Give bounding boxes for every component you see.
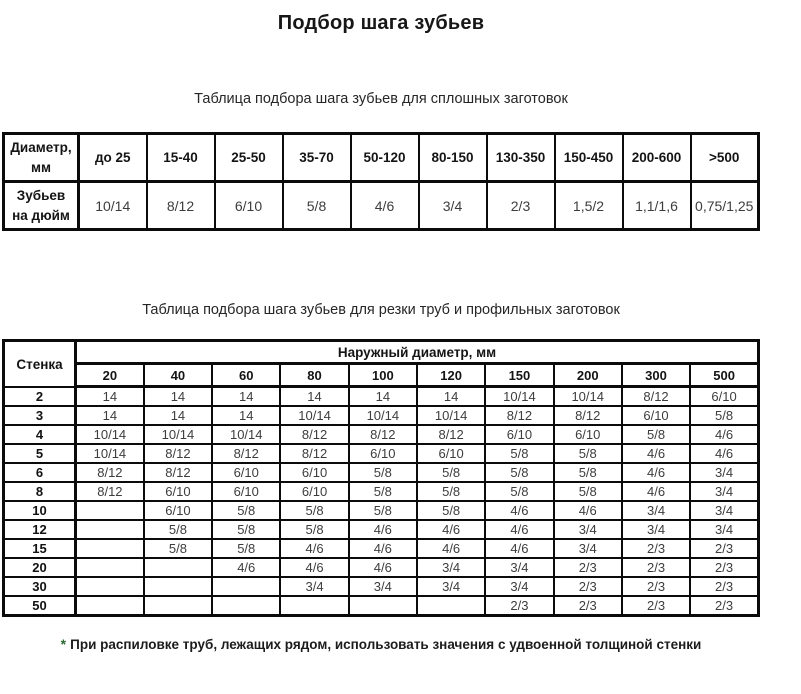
table-row — [4, 501, 759, 520]
pitch-value-cell: 5/8 — [283, 182, 351, 230]
wall-thickness-label: 20 — [4, 558, 76, 577]
pitch-value-cell: 3/4 — [417, 577, 485, 596]
diameter-column-header: 150 — [485, 364, 553, 387]
diameter-range-header: 50-120 — [351, 134, 419, 182]
diameter-column-header: 500 — [690, 364, 758, 387]
pitch-value-cell: 4/6 — [280, 558, 348, 577]
pitch-value-cell: 4/6 — [485, 501, 553, 520]
diameter-range-header: 130-350 — [487, 134, 555, 182]
pitch-value-cell: 0,75/1,25 — [691, 182, 759, 230]
pitch-value-cell: 3/4 — [690, 482, 758, 501]
diameter-range-header: 150-450 — [555, 134, 623, 182]
pitch-value-cell: 8/12 — [485, 406, 553, 425]
teeth-per-inch-label: Зубьев на дюйм — [4, 182, 79, 230]
pitch-value-cell: 2/3 — [622, 596, 690, 616]
pitch-value-cell: 5/8 — [212, 501, 280, 520]
pitch-value-cell — [349, 596, 417, 616]
pitch-value-cell: 2/3 — [554, 577, 622, 596]
pitch-value-cell: 4/6 — [349, 558, 417, 577]
pitch-value-cell: 6/10 — [212, 463, 280, 482]
pitch-value-cell: 5/8 — [280, 520, 348, 539]
pitch-value-cell — [212, 577, 280, 596]
wall-thickness-label: 4 — [4, 425, 76, 444]
diameter-column-header: 40 — [144, 364, 212, 387]
pitch-value-cell: 2/3 — [622, 558, 690, 577]
pitch-value-cell: 5/8 — [485, 463, 553, 482]
pitch-value-cell: 8/12 — [280, 444, 348, 463]
wall-header: Стенка — [4, 341, 76, 387]
pitch-value-cell: 4/6 — [622, 463, 690, 482]
pitch-value-cell: 8/12 — [280, 425, 348, 444]
pitch-value-cell: 6/10 — [280, 482, 348, 501]
pitch-value-cell: 6/10 — [554, 425, 622, 444]
table-row — [4, 577, 759, 596]
diameter-column-header: 60 — [212, 364, 280, 387]
table-row — [4, 444, 759, 463]
pitch-value-cell: 3/4 — [554, 520, 622, 539]
pitch-value-cell: 2/3 — [485, 596, 553, 616]
pitch-value-cell — [76, 558, 144, 577]
pitch-value-cell: 3/4 — [485, 577, 553, 596]
pitch-value-cell: 4/6 — [417, 520, 485, 539]
pitch-value-cell: 4/6 — [554, 501, 622, 520]
pitch-value-cell: 4/6 — [485, 539, 553, 558]
pitch-value-cell: 5/8 — [212, 520, 280, 539]
diameter-range-header: 80-150 — [419, 134, 487, 182]
diameter-range-header: до 25 — [79, 134, 147, 182]
pitch-value-cell: 2/3 — [690, 577, 758, 596]
pitch-value-cell — [76, 501, 144, 520]
wall-thickness-label: 50 — [4, 596, 76, 616]
pitch-value-cell: 5/8 — [144, 520, 212, 539]
pitch-value-cell: 14 — [212, 387, 280, 407]
pitch-value-cell: 4/6 — [622, 444, 690, 463]
pitch-value-cell: 10/14 — [485, 387, 553, 407]
diameter-column-header: 80 — [280, 364, 348, 387]
diameter-range-header: 25-50 — [215, 134, 283, 182]
pitch-value-cell: 3/4 — [690, 520, 758, 539]
pitch-value-cell: 3/4 — [349, 577, 417, 596]
pitch-value-cell — [212, 596, 280, 616]
table-row — [4, 341, 759, 364]
page-title: Подбор шага зубьев — [277, 12, 485, 34]
pitch-value-cell — [280, 596, 348, 616]
pitch-value-cell: 3/4 — [417, 558, 485, 577]
pitch-value-cell: 4/6 — [417, 539, 485, 558]
diameter-range-header: >500 — [691, 134, 759, 182]
pitch-value-cell: 14 — [76, 406, 144, 425]
pitch-value-cell: 6/10 — [485, 425, 553, 444]
pitch-value-cell: 10/14 — [144, 425, 212, 444]
pitch-value-cell: 14 — [144, 387, 212, 407]
wall-thickness-label: 30 — [4, 577, 76, 596]
solid-table-caption: Таблица подбора шага зубьев для сплошных заготовок — [194, 91, 568, 107]
pitch-value-cell — [76, 596, 144, 616]
diameter-range-header: 200-600 — [623, 134, 691, 182]
pitch-value-cell: 8/12 — [76, 463, 144, 482]
pitch-value-cell: 10/14 — [76, 444, 144, 463]
wall-thickness-label: 12 — [4, 520, 76, 539]
wall-thickness-label: 2 — [4, 387, 76, 407]
pitch-value-cell — [144, 577, 212, 596]
table-row — [4, 387, 759, 407]
table-row — [4, 425, 759, 444]
table-row — [4, 520, 759, 539]
pitch-value-cell: 4/6 — [622, 482, 690, 501]
pitch-value-cell: 6/10 — [144, 501, 212, 520]
pitch-value-cell: 4/6 — [349, 520, 417, 539]
pitch-value-cell: 5/8 — [212, 539, 280, 558]
pitch-value-cell: 2/3 — [690, 539, 758, 558]
pitch-value-cell: 14 — [144, 406, 212, 425]
diameter-column-header: 200 — [554, 364, 622, 387]
wall-thickness-label: 5 — [4, 444, 76, 463]
pitch-value-cell: 10/14 — [554, 387, 622, 407]
pitch-value-cell: 14 — [280, 387, 348, 407]
pitch-value-cell: 8/12 — [417, 425, 485, 444]
pitch-value-cell: 5/8 — [417, 501, 485, 520]
pitch-value-cell: 8/12 — [147, 182, 215, 230]
pitch-value-cell: 3/4 — [485, 558, 553, 577]
pitch-value-cell: 10/14 — [79, 182, 147, 230]
pitch-value-cell: 5/8 — [485, 444, 553, 463]
pitch-value-cell: 6/10 — [690, 387, 758, 407]
wall-thickness-label: 15 — [4, 539, 76, 558]
pitch-value-cell: 5/8 — [349, 463, 417, 482]
table-row — [4, 539, 759, 558]
table-row — [4, 596, 759, 616]
pitch-value-cell: 5/8 — [417, 482, 485, 501]
pitch-value-cell: 5/8 — [554, 482, 622, 501]
pitch-value-cell — [76, 577, 144, 596]
pitch-value-cell: 6/10 — [417, 444, 485, 463]
pitch-value-cell: 4/6 — [690, 444, 758, 463]
pitch-value-cell: 8/12 — [76, 482, 144, 501]
pitch-value-cell — [144, 558, 212, 577]
pitch-value-cell: 2/3 — [622, 577, 690, 596]
pitch-value-cell: 2/3 — [690, 596, 758, 616]
pitch-value-cell: 8/12 — [144, 463, 212, 482]
table-row — [4, 406, 759, 425]
pitch-value-cell: 8/12 — [212, 444, 280, 463]
pitch-value-cell: 1,1/1,6 — [623, 182, 691, 230]
wall-thickness-label: 3 — [4, 406, 76, 425]
pitch-value-cell — [76, 520, 144, 539]
table-row — [4, 364, 759, 387]
pitch-value-cell — [76, 539, 144, 558]
footnote-text: При распиловке труб, лежащих рядом, использовать значения с удвоенной толщиной стенки — [70, 637, 702, 653]
pitch-value-cell: 5/8 — [554, 444, 622, 463]
pitch-value-cell: 5/8 — [622, 425, 690, 444]
diameter-column-header: 100 — [349, 364, 417, 387]
pitch-value-cell: 14 — [349, 387, 417, 407]
pitch-value-cell: 6/10 — [212, 482, 280, 501]
table-row — [4, 182, 759, 230]
pitch-value-cell: 5/8 — [690, 406, 758, 425]
pitch-value-cell: 6/10 — [349, 444, 417, 463]
pitch-value-cell: 10/14 — [417, 406, 485, 425]
pitch-value-cell: 5/8 — [144, 539, 212, 558]
solid-workpiece-table — [2, 132, 760, 231]
pitch-value-cell: 4/6 — [212, 558, 280, 577]
pitch-value-cell: 3/4 — [622, 520, 690, 539]
pitch-value-cell: 4/6 — [351, 182, 419, 230]
footnote-asterisk: * — [60, 636, 67, 653]
footnote — [2, 636, 760, 652]
pitch-value-cell: 8/12 — [622, 387, 690, 407]
pitch-value-cell: 6/10 — [144, 482, 212, 501]
pitch-value-cell: 8/12 — [349, 425, 417, 444]
pitch-value-cell: 14 — [76, 387, 144, 407]
pitch-value-cell: 3/4 — [690, 463, 758, 482]
pitch-value-cell: 10/14 — [212, 425, 280, 444]
pitch-value-cell: 2/3 — [487, 182, 555, 230]
diameter-header: Диаметр, мм — [4, 134, 79, 182]
pitch-value-cell: 5/8 — [554, 463, 622, 482]
pitch-value-cell: 14 — [212, 406, 280, 425]
diameter-column-header: 300 — [622, 364, 690, 387]
pipe-profile-table — [2, 339, 760, 617]
diameter-range-header: 35-70 — [283, 134, 351, 182]
pitch-value-cell: 3/4 — [622, 501, 690, 520]
pitch-value-cell: 5/8 — [280, 501, 348, 520]
outer-diameter-header: Наружный диаметр, мм — [76, 341, 759, 364]
wall-thickness-label: 6 — [4, 463, 76, 482]
pitch-value-cell: 8/12 — [144, 444, 212, 463]
pitch-value-cell: 2/3 — [690, 558, 758, 577]
diameter-range-header: 15-40 — [147, 134, 215, 182]
wall-thickness-label: 10 — [4, 501, 76, 520]
table-row — [4, 482, 759, 501]
table-row — [4, 558, 759, 577]
pitch-value-cell: 2/3 — [554, 596, 622, 616]
pitch-value-cell: 1,5/2 — [555, 182, 623, 230]
pitch-value-cell: 4/6 — [349, 539, 417, 558]
pitch-value-cell: 4/6 — [280, 539, 348, 558]
wall-thickness-label: 8 — [4, 482, 76, 501]
pitch-value-cell: 5/8 — [349, 482, 417, 501]
pitch-value-cell: 3/4 — [554, 539, 622, 558]
pitch-value-cell — [417, 596, 485, 616]
pitch-value-cell: 2/3 — [554, 558, 622, 577]
pitch-value-cell: 3/4 — [419, 182, 487, 230]
pitch-value-cell — [144, 596, 212, 616]
pitch-value-cell: 3/4 — [690, 501, 758, 520]
pitch-value-cell: 6/10 — [622, 406, 690, 425]
pitch-value-cell: 5/8 — [485, 482, 553, 501]
diameter-column-header: 120 — [417, 364, 485, 387]
pitch-value-cell: 5/8 — [417, 463, 485, 482]
diameter-column-header: 20 — [76, 364, 144, 387]
pitch-value-cell: 2/3 — [622, 539, 690, 558]
table-row — [4, 463, 759, 482]
table-row — [4, 134, 759, 182]
pitch-value-cell: 4/6 — [690, 425, 758, 444]
pitch-value-cell: 3/4 — [280, 577, 348, 596]
pitch-value-cell: 10/14 — [280, 406, 348, 425]
pitch-value-cell: 10/14 — [349, 406, 417, 425]
pitch-value-cell: 5/8 — [349, 501, 417, 520]
pitch-value-cell: 10/14 — [76, 425, 144, 444]
pitch-value-cell: 4/6 — [485, 520, 553, 539]
content-column — [2, 0, 760, 652]
pipe-table-caption: Таблица подбора шага зубьев для резки труб и профильных заготовок — [142, 302, 620, 319]
pitch-value-cell: 14 — [417, 387, 485, 407]
pitch-value-cell: 6/10 — [280, 463, 348, 482]
pitch-value-cell: 6/10 — [215, 182, 283, 230]
pitch-value-cell: 8/12 — [554, 406, 622, 425]
